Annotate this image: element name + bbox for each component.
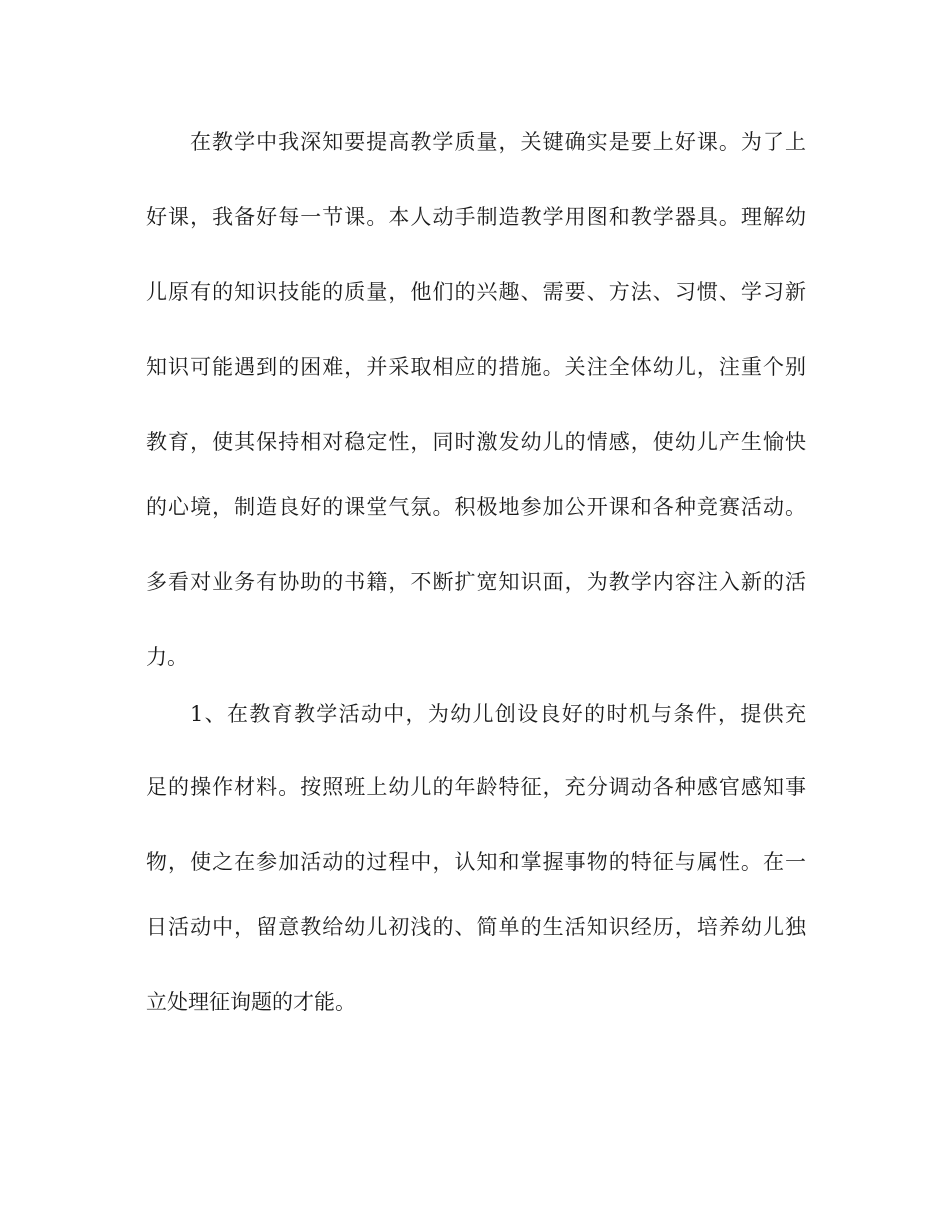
paragraph-line: 教育，使其保持相对稳定性，同时激发幼儿的情感，使幼儿产生愉快 [146, 430, 806, 454]
paragraph-line: 力。 [146, 645, 188, 669]
paragraph-line: 儿原有的知识技能的质量，他们的兴趣、需要、方法、习惯、学习新 [146, 280, 806, 304]
paragraph-line: 在教学中我深知要提高教学质量，关键确实是要上好课。为了上 [190, 130, 806, 154]
paragraph-line: 好课，我备好每一节课。本人动手制造教学用图和教学器具。理解幼 [146, 205, 806, 229]
paragraph-line: 足的操作材料。按照班上幼儿的年龄特征，充分调动各种感官感知事 [146, 775, 806, 799]
paragraph-line: 的心境，制造良好的课堂气氛。积极地参加公开课和各种竞赛活动。 [146, 495, 806, 519]
paragraph-line: 立处理征询题的才能。 [146, 990, 356, 1014]
paragraph-line: 日活动中，留意教给幼儿初浅的、简单的生活知识经历，培养幼儿独 [146, 915, 806, 939]
paragraph-line: 1、在教育教学活动中，为幼儿创设良好的时机与条件，提供充 [190, 702, 806, 726]
paragraph-line: 多看对业务有协助的书籍，不断扩宽知识面，为教学内容注入新的活 [146, 570, 806, 594]
paragraph-line: 物，使之在参加活动的过程中，认知和掌握事物的特征与属性。在一 [146, 850, 806, 874]
paragraph-line: 知识可能遇到的困难，并采取相应的措施。关注全体幼儿，注重个别 [146, 355, 806, 379]
